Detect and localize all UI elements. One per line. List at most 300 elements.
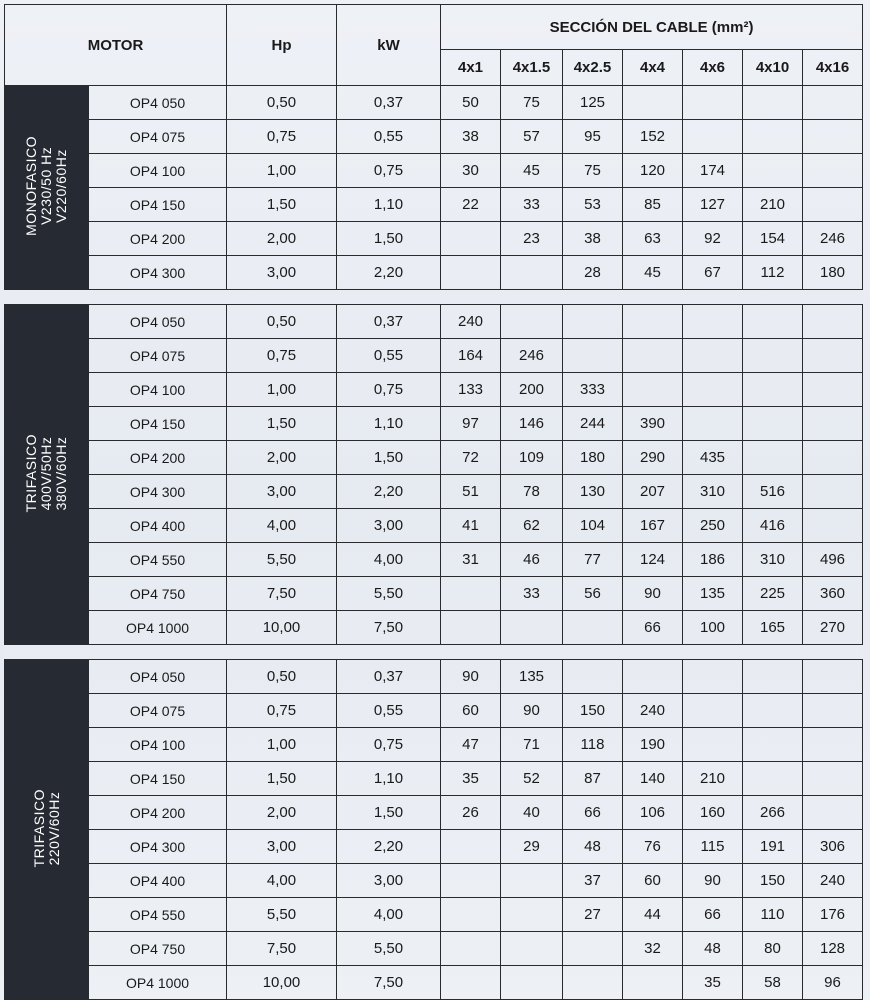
table-row xyxy=(5,120,863,154)
cable-length-cell xyxy=(623,373,683,407)
cable-length-cell: 27 xyxy=(563,898,623,932)
hp-cell: 1,50 xyxy=(227,407,337,441)
cable-length-cell xyxy=(803,509,863,543)
table-row xyxy=(5,475,863,509)
cable-length-cell: 167 xyxy=(623,509,683,543)
cable-length-cell xyxy=(803,475,863,509)
table-row xyxy=(5,966,863,1000)
group-label xyxy=(5,86,89,290)
cable-length-cell: 135 xyxy=(683,577,743,611)
hp-cell: 1,50 xyxy=(227,762,337,796)
cable-length-cell: 35 xyxy=(441,762,501,796)
table-row xyxy=(5,441,863,475)
cable-length-cell xyxy=(563,339,623,373)
cable-length-cell xyxy=(501,305,563,339)
motor-model-cell: OP4 300 xyxy=(89,256,227,290)
cable-length-cell: 250 xyxy=(683,509,743,543)
motor-model-cell: OP4 200 xyxy=(89,441,227,475)
table-header xyxy=(5,5,863,86)
table-row xyxy=(5,256,863,290)
motor-model-cell: OP4 550 xyxy=(89,898,227,932)
cable-length-cell: 109 xyxy=(501,441,563,475)
cable-length-cell xyxy=(803,796,863,830)
hp-header: Hp xyxy=(227,5,337,86)
cable-length-cell: 31 xyxy=(441,543,501,577)
motor-model-cell: OP4 100 xyxy=(89,728,227,762)
cable-length-cell xyxy=(683,339,743,373)
cable-length-cell xyxy=(441,864,501,898)
kw-cell: 0,55 xyxy=(337,694,441,728)
cable-length-cell: 152 xyxy=(623,120,683,154)
cable-length-cell: 75 xyxy=(501,86,563,120)
cable-length-cell: 30 xyxy=(441,154,501,188)
cable-length-cell xyxy=(441,611,501,645)
kw-cell: 0,75 xyxy=(337,154,441,188)
cable-length-cell: 244 xyxy=(563,407,623,441)
kw-cell: 1,10 xyxy=(337,762,441,796)
cable-length-cell: 50 xyxy=(441,86,501,120)
cable-length-cell: 186 xyxy=(683,543,743,577)
cable-length-cell: 133 xyxy=(441,373,501,407)
hp-cell: 1,00 xyxy=(227,154,337,188)
cable-length-cell: 246 xyxy=(803,222,863,256)
cable-length-cell: 56 xyxy=(563,577,623,611)
group-label-text: TRIFASICO 220V/60Hz xyxy=(30,788,62,868)
cable-length-cell: 67 xyxy=(683,256,743,290)
cable-length-cell xyxy=(803,188,863,222)
cable-column-header: 4x1.5 xyxy=(501,50,563,86)
kw-cell: 0,37 xyxy=(337,305,441,339)
cable-length-cell: 85 xyxy=(623,188,683,222)
cable-length-cell xyxy=(501,864,563,898)
motor-model-cell: OP4 075 xyxy=(89,120,227,154)
kw-cell: 5,50 xyxy=(337,932,441,966)
hp-cell: 0,50 xyxy=(227,660,337,694)
cable-length-cell: 110 xyxy=(743,898,803,932)
cable-length-cell xyxy=(441,830,501,864)
motor-model-cell: OP4 750 xyxy=(89,932,227,966)
hp-cell: 4,00 xyxy=(227,864,337,898)
motor-model-cell: OP4 200 xyxy=(89,222,227,256)
cable-length-cell: 516 xyxy=(743,475,803,509)
cable-length-cell xyxy=(623,305,683,339)
table-row xyxy=(5,154,863,188)
cable-length-cell: 48 xyxy=(563,830,623,864)
cable-length-cell xyxy=(683,120,743,154)
cable-length-cell xyxy=(441,898,501,932)
table-row xyxy=(5,339,863,373)
cable-length-cell: 66 xyxy=(623,611,683,645)
cable-length-cell: 37 xyxy=(563,864,623,898)
cable-length-cell: 41 xyxy=(441,509,501,543)
table-row xyxy=(5,188,863,222)
cable-column-header: 4x6 xyxy=(683,50,743,86)
cable-length-cell: 127 xyxy=(683,188,743,222)
motor-model-cell: OP4 150 xyxy=(89,188,227,222)
kw-cell: 0,37 xyxy=(337,86,441,120)
cable-length-cell: 33 xyxy=(501,188,563,222)
cable-length-cell xyxy=(623,339,683,373)
cable-length-cell xyxy=(683,305,743,339)
cable-length-cell: 333 xyxy=(563,373,623,407)
cable-length-cell xyxy=(803,305,863,339)
cable-length-cell xyxy=(743,339,803,373)
cable-length-cell xyxy=(743,305,803,339)
cable-length-cell: 106 xyxy=(623,796,683,830)
kw-cell: 0,55 xyxy=(337,120,441,154)
cable-length-cell xyxy=(803,339,863,373)
hp-cell: 7,50 xyxy=(227,577,337,611)
cable-length-cell: 80 xyxy=(743,932,803,966)
cable-length-cell: 290 xyxy=(623,441,683,475)
motor-model-cell: OP4 1000 xyxy=(89,611,227,645)
cable-column-header: 4x16 xyxy=(803,50,863,86)
cable-length-cell: 92 xyxy=(683,222,743,256)
cable-length-cell: 90 xyxy=(623,577,683,611)
cable-length-cell xyxy=(683,728,743,762)
cable-length-cell: 90 xyxy=(441,660,501,694)
hp-cell: 3,00 xyxy=(227,830,337,864)
cable-length-cell xyxy=(501,932,563,966)
cable-length-cell: 87 xyxy=(563,762,623,796)
cable-length-cell: 200 xyxy=(501,373,563,407)
cable-length-cell: 210 xyxy=(743,188,803,222)
cable-length-cell: 22 xyxy=(441,188,501,222)
cable-length-cell xyxy=(803,86,863,120)
cable-length-cell: 210 xyxy=(683,762,743,796)
kw-header: kW xyxy=(337,5,441,86)
cable-length-cell: 51 xyxy=(441,475,501,509)
cable-length-cell: 150 xyxy=(563,694,623,728)
table-row xyxy=(5,305,863,339)
table-row xyxy=(5,509,863,543)
cable-length-cell xyxy=(743,762,803,796)
cable-column-header: 4x10 xyxy=(743,50,803,86)
cable-length-cell: 164 xyxy=(441,339,501,373)
cable-length-cell: 63 xyxy=(623,222,683,256)
cable-length-cell xyxy=(683,373,743,407)
motor-model-cell: OP4 050 xyxy=(89,660,227,694)
kw-cell: 2,20 xyxy=(337,830,441,864)
cable-length-cell xyxy=(501,611,563,645)
motor-model-cell: OP4 400 xyxy=(89,509,227,543)
table-row xyxy=(5,796,863,830)
cable-length-cell: 60 xyxy=(623,864,683,898)
motor-model-cell: OP4 550 xyxy=(89,543,227,577)
table-row xyxy=(5,543,863,577)
group-label-text: MONOFASICO V230/50 Hz V220/60Hz xyxy=(23,136,69,236)
cable-length-cell: 112 xyxy=(743,256,803,290)
motor-model-cell: OP4 100 xyxy=(89,373,227,407)
cable-length-cell: 29 xyxy=(501,830,563,864)
cable-length-cell: 62 xyxy=(501,509,563,543)
cable-length-cell: 191 xyxy=(743,830,803,864)
kw-cell: 1,50 xyxy=(337,441,441,475)
hp-cell: 1,00 xyxy=(227,373,337,407)
cable-length-cell: 150 xyxy=(743,864,803,898)
hp-cell: 0,75 xyxy=(227,120,337,154)
kw-cell: 0,75 xyxy=(337,728,441,762)
cable-length-cell: 310 xyxy=(683,475,743,509)
cable-length-cell xyxy=(803,728,863,762)
cable-length-cell xyxy=(743,407,803,441)
kw-cell: 1,10 xyxy=(337,188,441,222)
cable-length-cell: 90 xyxy=(501,694,563,728)
kw-cell: 0,37 xyxy=(337,660,441,694)
cable-length-cell: 45 xyxy=(623,256,683,290)
motor-model-cell: OP4 150 xyxy=(89,762,227,796)
cable-length-cell: 38 xyxy=(563,222,623,256)
cable-length-cell xyxy=(623,966,683,1000)
hp-cell: 1,00 xyxy=(227,728,337,762)
hp-cell: 7,50 xyxy=(227,932,337,966)
cable-length-cell: 165 xyxy=(743,611,803,645)
hp-cell: 4,00 xyxy=(227,509,337,543)
motor-model-cell: OP4 750 xyxy=(89,577,227,611)
cable-length-cell: 154 xyxy=(743,222,803,256)
cable-length-cell: 306 xyxy=(803,830,863,864)
cable-length-cell: 72 xyxy=(441,441,501,475)
cable-length-cell xyxy=(803,373,863,407)
motor-model-cell: OP4 200 xyxy=(89,796,227,830)
hp-cell: 1,50 xyxy=(227,188,337,222)
cable-column-header: 4x4 xyxy=(623,50,683,86)
hp-cell: 3,00 xyxy=(227,475,337,509)
cable-length-cell: 125 xyxy=(563,86,623,120)
kw-cell: 4,00 xyxy=(337,543,441,577)
group-separator xyxy=(5,645,863,660)
group-label xyxy=(5,305,89,645)
cable-length-cell: 128 xyxy=(803,932,863,966)
table-row xyxy=(5,577,863,611)
cable-length-cell xyxy=(441,256,501,290)
cable-length-cell xyxy=(803,694,863,728)
kw-cell: 0,55 xyxy=(337,339,441,373)
cable-length-cell: 174 xyxy=(683,154,743,188)
cable-length-cell: 35 xyxy=(683,966,743,1000)
cable-length-cell: 124 xyxy=(623,543,683,577)
kw-cell: 2,20 xyxy=(337,256,441,290)
hp-cell: 10,00 xyxy=(227,611,337,645)
cable-length-cell: 240 xyxy=(803,864,863,898)
motor-model-cell: OP4 300 xyxy=(89,830,227,864)
cable-length-cell xyxy=(803,120,863,154)
table-row xyxy=(5,611,863,645)
motor-model-cell: OP4 050 xyxy=(89,305,227,339)
cable-length-cell: 207 xyxy=(623,475,683,509)
cable-length-cell: 28 xyxy=(563,256,623,290)
cable-length-cell: 58 xyxy=(743,966,803,1000)
kw-cell: 1,50 xyxy=(337,222,441,256)
cable-length-cell: 76 xyxy=(623,830,683,864)
cable-length-cell: 140 xyxy=(623,762,683,796)
kw-cell: 1,10 xyxy=(337,407,441,441)
kw-cell: 3,00 xyxy=(337,509,441,543)
hp-cell: 0,75 xyxy=(227,339,337,373)
cable-length-cell: 360 xyxy=(803,577,863,611)
motor-header: MOTOR xyxy=(5,5,227,86)
table-row xyxy=(5,222,863,256)
motor-model-cell: OP4 400 xyxy=(89,864,227,898)
kw-cell: 7,50 xyxy=(337,966,441,1000)
cable-length-cell: 104 xyxy=(563,509,623,543)
cable-length-cell xyxy=(501,256,563,290)
table-row xyxy=(5,898,863,932)
hp-cell: 5,50 xyxy=(227,898,337,932)
hp-cell: 3,00 xyxy=(227,256,337,290)
cable-length-cell: 115 xyxy=(683,830,743,864)
group-label xyxy=(5,660,89,1000)
cable-length-cell xyxy=(743,120,803,154)
hp-cell: 0,75 xyxy=(227,694,337,728)
cable-length-cell xyxy=(623,660,683,694)
cable-length-cell: 225 xyxy=(743,577,803,611)
cable-length-cell: 23 xyxy=(501,222,563,256)
cable-length-cell: 32 xyxy=(623,932,683,966)
cable-length-cell xyxy=(623,86,683,120)
cable-length-cell xyxy=(803,407,863,441)
cable-length-cell xyxy=(743,86,803,120)
cable-length-cell: 90 xyxy=(683,864,743,898)
hp-cell: 0,50 xyxy=(227,86,337,120)
table-row xyxy=(5,830,863,864)
group-label-text: TRIFASICO 400V/50Hz 380V/60Hz xyxy=(23,433,69,513)
cable-length-cell: 53 xyxy=(563,188,623,222)
cable-length-cell xyxy=(441,222,501,256)
cable-length-cell: 496 xyxy=(803,543,863,577)
table-row xyxy=(5,86,863,120)
cable-length-cell xyxy=(743,660,803,694)
motor-model-cell: OP4 075 xyxy=(89,339,227,373)
table-row xyxy=(5,864,863,898)
separator-cell xyxy=(5,290,863,305)
cable-length-cell xyxy=(501,898,563,932)
cable-length-cell: 146 xyxy=(501,407,563,441)
cable-length-cell xyxy=(441,577,501,611)
cable-length-cell xyxy=(743,373,803,407)
hp-cell: 0,50 xyxy=(227,305,337,339)
cable-section-table xyxy=(4,4,863,1000)
cable-length-cell: 160 xyxy=(683,796,743,830)
table-row xyxy=(5,762,863,796)
cable-column-header: 4x2.5 xyxy=(563,50,623,86)
motor-model-cell: OP4 050 xyxy=(89,86,227,120)
cable-length-cell: 57 xyxy=(501,120,563,154)
cable-length-cell: 48 xyxy=(683,932,743,966)
cable-length-cell: 95 xyxy=(563,120,623,154)
cable-length-cell xyxy=(683,86,743,120)
cable-length-cell xyxy=(563,611,623,645)
cable-length-cell xyxy=(563,305,623,339)
cable-length-cell: 66 xyxy=(563,796,623,830)
cable-length-cell xyxy=(563,660,623,694)
motor-model-cell: OP4 1000 xyxy=(89,966,227,1000)
cable-length-cell: 46 xyxy=(501,543,563,577)
cable-length-cell: 135 xyxy=(501,660,563,694)
kw-cell: 2,20 xyxy=(337,475,441,509)
table-row xyxy=(5,932,863,966)
table-row xyxy=(5,660,863,694)
cable-section-header: SECCIÓN DEL CABLE (mm²) xyxy=(441,5,863,50)
motor-model-cell: OP4 300 xyxy=(89,475,227,509)
cable-length-cell: 190 xyxy=(623,728,683,762)
cable-length-cell: 435 xyxy=(683,441,743,475)
cable-length-cell: 78 xyxy=(501,475,563,509)
cable-length-cell: 45 xyxy=(501,154,563,188)
cable-length-cell: 240 xyxy=(623,694,683,728)
cable-length-cell: 310 xyxy=(743,543,803,577)
cable-length-cell: 130 xyxy=(563,475,623,509)
cable-length-cell: 100 xyxy=(683,611,743,645)
cable-column-header: 4x1 xyxy=(441,50,501,86)
cable-length-cell: 75 xyxy=(563,154,623,188)
cable-length-cell: 240 xyxy=(441,305,501,339)
cable-length-cell: 71 xyxy=(501,728,563,762)
cable-length-cell: 66 xyxy=(683,898,743,932)
cable-length-cell xyxy=(743,694,803,728)
cable-length-cell: 180 xyxy=(563,441,623,475)
cable-length-cell: 390 xyxy=(623,407,683,441)
cable-length-cell xyxy=(803,441,863,475)
hp-cell: 2,00 xyxy=(227,222,337,256)
cable-length-cell: 77 xyxy=(563,543,623,577)
motor-model-cell: OP4 150 xyxy=(89,407,227,441)
cable-length-cell: 47 xyxy=(441,728,501,762)
cable-length-cell xyxy=(683,694,743,728)
cable-length-cell: 26 xyxy=(441,796,501,830)
cable-length-cell: 52 xyxy=(501,762,563,796)
cable-length-cell xyxy=(563,932,623,966)
cable-length-cell: 270 xyxy=(803,611,863,645)
table-body xyxy=(5,86,863,1000)
cable-length-cell: 33 xyxy=(501,577,563,611)
kw-cell: 0,75 xyxy=(337,373,441,407)
kw-cell: 1,50 xyxy=(337,796,441,830)
kw-cell: 3,00 xyxy=(337,864,441,898)
cable-length-cell xyxy=(683,407,743,441)
cable-length-cell xyxy=(441,932,501,966)
cable-length-cell: 120 xyxy=(623,154,683,188)
cable-length-cell xyxy=(743,154,803,188)
cable-length-cell xyxy=(683,660,743,694)
cable-length-cell xyxy=(803,154,863,188)
kw-cell: 7,50 xyxy=(337,611,441,645)
table-row xyxy=(5,373,863,407)
group-separator xyxy=(5,290,863,305)
kw-cell: 4,00 xyxy=(337,898,441,932)
cable-length-cell: 38 xyxy=(441,120,501,154)
cable-length-cell: 40 xyxy=(501,796,563,830)
cable-length-cell: 176 xyxy=(803,898,863,932)
cable-length-cell xyxy=(743,441,803,475)
kw-cell: 5,50 xyxy=(337,577,441,611)
cable-length-cell xyxy=(501,966,563,1000)
motor-model-cell: OP4 100 xyxy=(89,154,227,188)
cable-length-cell: 60 xyxy=(441,694,501,728)
hp-cell: 2,00 xyxy=(227,441,337,475)
cable-length-cell: 416 xyxy=(743,509,803,543)
cable-length-cell: 44 xyxy=(623,898,683,932)
hp-cell: 10,00 xyxy=(227,966,337,1000)
table-row xyxy=(5,407,863,441)
table-row xyxy=(5,694,863,728)
cable-length-cell: 118 xyxy=(563,728,623,762)
cable-length-cell xyxy=(563,966,623,1000)
motor-model-cell: OP4 075 xyxy=(89,694,227,728)
cable-length-cell xyxy=(803,762,863,796)
cable-length-cell xyxy=(743,728,803,762)
separator-cell xyxy=(5,645,863,660)
